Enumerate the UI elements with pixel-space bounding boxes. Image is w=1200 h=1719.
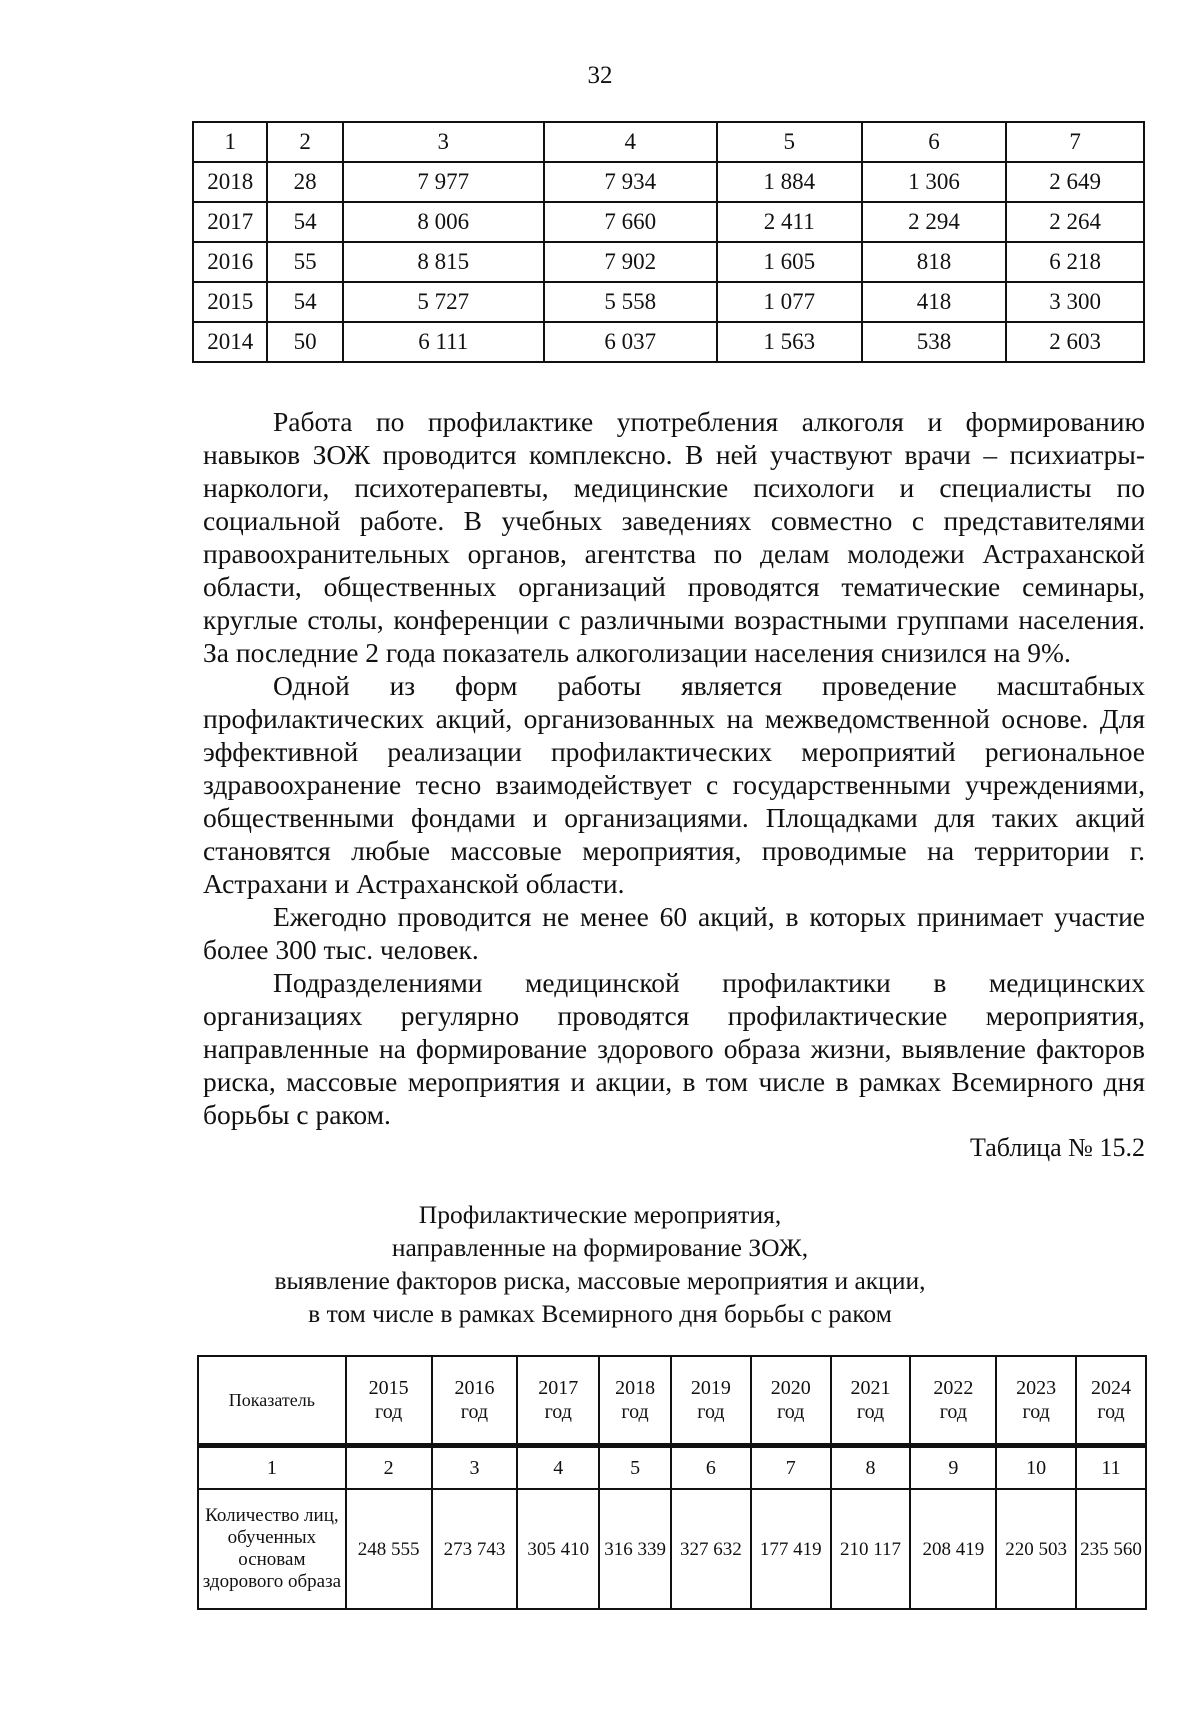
year-header-cell (1076, 1356, 1146, 1446)
paragraph: Подразделениями медицинской профилактики в медицинских организациях регулярно проводятся профилактические мероприятия, направленные на формирование здорового образа жизни, выявление факторов риска, массовые мероприятия и акции, в том числе в рамках Всемирного дня борьбы с раком. (203, 967, 1145, 1130)
table-cell: 6 037 (544, 322, 717, 362)
table-cell: 538 (862, 322, 1007, 362)
year-header-cell (671, 1356, 751, 1446)
caption-line: Профилактические мероприятия, (418, 1200, 782, 1229)
header-cell: 7 (1006, 122, 1144, 162)
value-cell: 273 743 (432, 1489, 518, 1609)
year-label: 2024 (1091, 1377, 1132, 1399)
year-unit: год (856, 1401, 885, 1423)
table-cell: 28 (267, 162, 342, 202)
header-cell: 5 (717, 122, 862, 162)
table-cell: 1 605 (717, 242, 862, 282)
header-cell: 4 (544, 122, 717, 162)
header-cell: 1 (193, 122, 267, 162)
year-label: 2023 (1016, 1377, 1057, 1399)
table-cell: 2 649 (1006, 162, 1144, 202)
paragraph: Одной из форм работы является проведение масштабных профилактических акций, организованных на межведомственной основе. Для эффективной реализации профилактических мероприятий региональное здравоохранение тесно взаимодействует с государственными учреждениями, общественными фондами и организациями. Площадками для таких акций становятся любые массовые мероприятия, проводимые на территории г. Астрахани и Астраханской области. (203, 670, 1145, 899)
table-cell: 2 411 (717, 202, 862, 242)
table-cell: 418 (862, 282, 1007, 322)
header-cell: 2 (267, 122, 342, 162)
year-label: 2018 (615, 1377, 656, 1399)
table-cell: 5 558 (544, 282, 717, 322)
table-cell: 1 306 (862, 162, 1007, 202)
page-number: 32 (587, 62, 613, 89)
table-caption (150, 1198, 1050, 1330)
table-cell: 7 902 (544, 242, 717, 282)
column-number-cell: 2 (346, 1446, 432, 1490)
table-row (193, 202, 1144, 242)
caption-line: направленные на формирование ЗОЖ, (391, 1233, 809, 1262)
table-cell: 7 660 (544, 202, 717, 242)
table-cell: 6 111 (343, 322, 544, 362)
column-number-cell: 1 (198, 1446, 346, 1490)
table-cell: 1 077 (717, 282, 862, 322)
value-cell: 327 632 (671, 1489, 751, 1609)
table-cell: 2018 (193, 162, 267, 202)
year-label: 2019 (690, 1377, 731, 1399)
header-cell: 6 (862, 122, 1007, 162)
table-cell: 8 006 (343, 202, 544, 242)
year-unit: год (621, 1401, 649, 1423)
year-unit: год (939, 1401, 967, 1423)
table-cell: 2 294 (862, 202, 1007, 242)
value-cell: 210 117 (831, 1489, 911, 1609)
table-cell: 2014 (193, 322, 267, 362)
column-number-cell: 8 (831, 1446, 911, 1490)
year-unit: год (544, 1401, 572, 1423)
table-cell: 8 815 (343, 242, 544, 282)
value-cell: 220 503 (996, 1489, 1076, 1609)
table-cell: 2015 (193, 282, 267, 322)
table-cell: 54 (267, 282, 342, 322)
header-cell: 3 (343, 122, 544, 162)
column-number-cell: 4 (517, 1446, 599, 1490)
column-number-cell: 9 (910, 1446, 996, 1490)
table-row (193, 282, 1144, 322)
column-number-row (198, 1446, 1146, 1490)
table-header-row (193, 122, 1144, 162)
year-unit: год (1022, 1401, 1050, 1423)
year-header-cell (831, 1356, 911, 1446)
table-cell: 1 884 (717, 162, 862, 202)
table-cell: 54 (267, 202, 342, 242)
data-table-2 (197, 1355, 1147, 1610)
year-unit: год (697, 1401, 725, 1423)
column-number-cell: 10 (996, 1446, 1076, 1490)
value-cell: 305 410 (517, 1489, 599, 1609)
paragraph: Работа по профилактике употребления алкоголя и формированию навыков ЗОЖ проводится комплексно. В ней участвуют врачи – психиатры-наркологи, психотерапевты, медицинские психологи и специалисты по социальной работе. В учебных заведениях совместно с представителями правоохранительных органов, агентства по делам молодежи Астраханской области, общественных организаций проводятся тематические семинары, круглые столы, конференции с различными возрастными группами населения. За последние 2 года показатель алкоголизации населения снизился на 9%. (203, 406, 1145, 668)
table-cell: 5 727 (343, 282, 544, 322)
year-header-cell (346, 1356, 432, 1446)
year-header-cell (751, 1356, 831, 1446)
year-header-cell (517, 1356, 599, 1446)
table-cell: 7 977 (343, 162, 544, 202)
year-unit: год (777, 1401, 805, 1423)
year-header-cell (996, 1356, 1076, 1446)
year-unit: год (374, 1401, 403, 1423)
table-row (198, 1489, 1146, 1609)
caption-line: выявление факторов риска, массовые мероприятия и акции, (274, 1266, 926, 1295)
table-cell: 50 (267, 322, 342, 362)
value-cell: 235 560 (1076, 1489, 1146, 1609)
table-label: Таблица № 15.2 (969, 1133, 1145, 1162)
value-cell: 248 555 (346, 1489, 432, 1609)
table-row (193, 162, 1144, 202)
year-label: 2020 (770, 1377, 811, 1399)
table-cell: 2016 (193, 242, 267, 282)
table-cell: 2 264 (1006, 202, 1144, 242)
table-cell: 818 (862, 242, 1007, 282)
column-number-cell: 7 (751, 1446, 831, 1490)
table-cell: 2 603 (1006, 322, 1144, 362)
indicator-cell: Количество лиц, обученных основам здорового образа (198, 1489, 346, 1609)
table-cell: 55 (267, 242, 342, 282)
column-number-cell: 5 (599, 1446, 671, 1490)
table-cell: 2017 (193, 202, 267, 242)
table-row (193, 242, 1144, 282)
table-cell: 7 934 (544, 162, 717, 202)
year-label: 2017 (538, 1377, 579, 1399)
data-table-1 (192, 121, 1145, 363)
column-number-cell: 3 (432, 1446, 518, 1490)
column-number-cell: 11 (1076, 1446, 1146, 1490)
table-cell: 6 218 (1006, 242, 1144, 282)
value-cell: 208 419 (910, 1489, 996, 1609)
year-header-cell (910, 1356, 996, 1446)
body-text (203, 405, 1145, 1131)
table-cell: 3 300 (1006, 282, 1144, 322)
year-label: 2016 (454, 1377, 495, 1399)
year-header-cell (432, 1356, 518, 1446)
table-cell: 1 563 (717, 322, 862, 362)
year-label: 2015 (368, 1377, 409, 1399)
paragraph: Ежегодно проводится не менее 60 акций, в которых принимает участие более 300 тыс. человек. (203, 901, 1145, 965)
value-cell: 316 339 (599, 1489, 671, 1609)
year-label: 2022 (933, 1377, 974, 1399)
caption-line: в том числе в рамках Всемирного дня борьбы с раком (308, 1299, 892, 1328)
year-unit: год (1097, 1401, 1125, 1423)
table-header-row (198, 1356, 1146, 1446)
column-number-cell: 6 (671, 1446, 751, 1490)
year-label: 2021 (850, 1377, 891, 1399)
table-row (193, 322, 1144, 362)
value-cell: 177 419 (751, 1489, 831, 1609)
year-header-cell (599, 1356, 671, 1446)
year-unit: год (460, 1401, 489, 1423)
indicator-header: Показатель (198, 1356, 346, 1446)
